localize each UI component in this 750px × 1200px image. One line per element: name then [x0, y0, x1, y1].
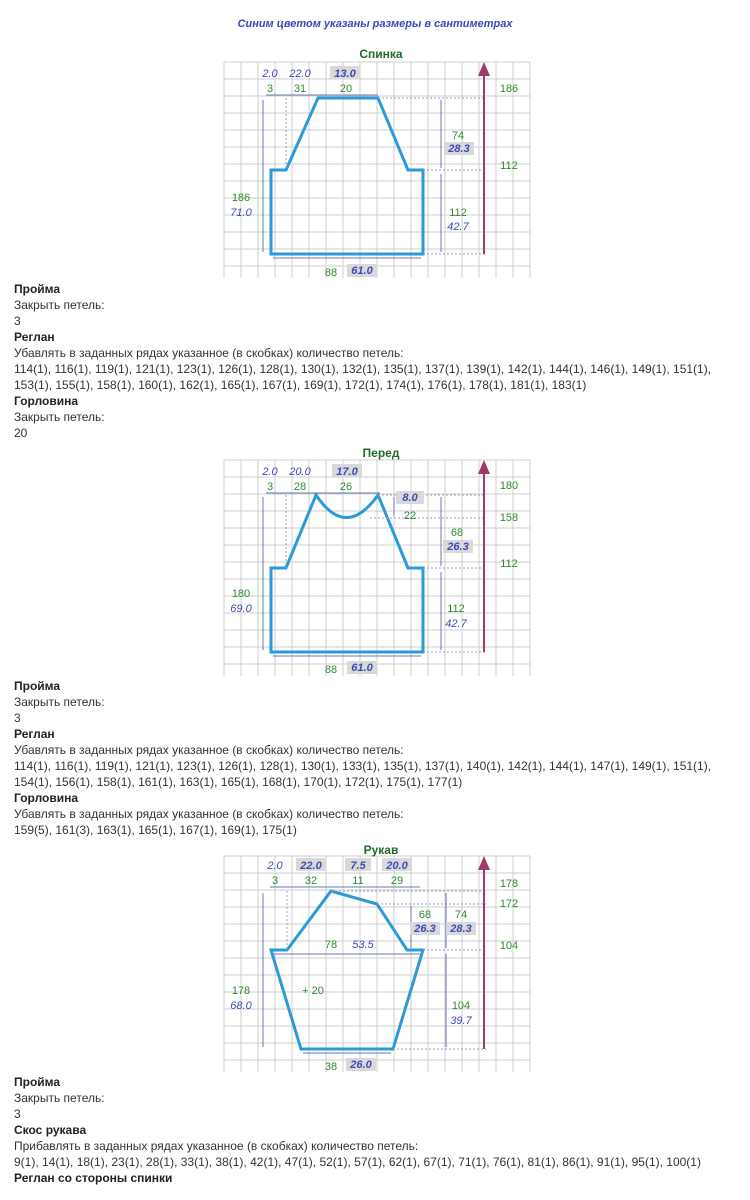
- back-bottom-cm: 61.0: [351, 265, 373, 277]
- back-outline: [271, 98, 423, 254]
- back-top-cm-1: 2.0: [262, 68, 278, 80]
- sleeve-top-st-4: 29: [390, 875, 404, 887]
- front-diagram: [0, 440, 750, 680]
- front-top-st-3: 26: [339, 481, 353, 493]
- back-sec-3-line-2: 20: [14, 426, 28, 440]
- sleeve-sec-2-heading: Скос рукава: [14, 1123, 87, 1137]
- front-lower-cm: 42.7: [445, 618, 467, 630]
- sleeve-row-mid: 104: [499, 940, 519, 952]
- back-diagram: [0, 40, 750, 280]
- back-top-st-1: 3: [266, 83, 274, 95]
- sleeve-top-st-1: 3: [271, 875, 279, 887]
- front-outline: [271, 495, 423, 652]
- front-sec-1-heading: Пройма: [14, 679, 61, 693]
- sleeve-title: Рукав: [363, 843, 399, 857]
- back-top-cm-2: 22.0: [289, 68, 311, 80]
- back-instructions: [14, 281, 736, 441]
- sleeve-sec-1-line-2: 3: [14, 1107, 21, 1121]
- back-row-mid: 112: [500, 160, 518, 172]
- front-bottom-cm: 61.0: [351, 662, 373, 674]
- front-top-st-1: 3: [266, 481, 274, 493]
- front-sec-2-line-2: 114(1), 116(1), 119(1), 121(1), 123(1), 126(1), 128(1), 130(1), 133(1), 135(1), 137(1), 140(1), 142(1), 144(1), 147(1), 149(1), 151(1), 154(1), 156(1), 158(1), 161(1), 163(1), 165(1), 168(1), 170(1), 172(1), 175(1), 177(1): [14, 759, 712, 789]
- front-neck-st: 22: [403, 510, 417, 522]
- back-left-st: 186: [231, 192, 251, 204]
- back-sec-1-line-1: Закрыть петель:: [14, 298, 105, 312]
- sleeve-mid-cm: 53.5: [352, 939, 374, 951]
- front-sec-3-heading: Горловина: [14, 791, 79, 805]
- front-left-cm: 69.0: [230, 603, 252, 615]
- back-title: Спинка: [359, 47, 403, 61]
- sleeve-diagram: [0, 836, 750, 1076]
- front-sec-2-line-1: Убавлять в заданных рядах указанное (в скобках) количество петель:: [14, 743, 404, 757]
- front-top-cm-1: 2.0: [262, 466, 278, 478]
- front-top-st-2: 28: [293, 481, 307, 493]
- sleeve-cap-left-st: 68: [418, 909, 432, 921]
- sleeve-sec-2-line-2: 9(1), 14(1), 18(1), 23(1), 28(1), 33(1), 38(1), 42(1), 47(1), 52(1), 57(1), 62(1), 67(1), 71(1), 76(1), 81(1), 86(1), 91(1), 95(1), 100(1): [14, 1155, 701, 1169]
- sleeve-sec-1-heading: Пройма: [14, 1075, 61, 1089]
- sleeve-top-cm-3: 7.5: [350, 860, 366, 872]
- back-top-st-2: 31: [293, 83, 307, 95]
- sleeve-top-cm-2: 22.0: [300, 860, 322, 872]
- front-row-mid: 112: [500, 558, 518, 570]
- sleeve-sec-3-heading: Реглан со стороны спинки: [14, 1171, 173, 1185]
- sleeve-mid-st: 78: [324, 939, 338, 951]
- front-armhole-cm: 26.3: [447, 541, 469, 553]
- sleeve-instructions: [14, 1074, 736, 1186]
- sleeve-cap-right-cm: 28.3: [450, 923, 472, 935]
- front-left-st: 180: [231, 588, 251, 600]
- sleeve-row-top: 178: [499, 878, 519, 890]
- back-armhole-st: 74: [451, 130, 465, 142]
- front-row-arrow-head: [478, 460, 490, 474]
- front-sec-3-line-1: Убавлять в заданных рядах указанное (в скобках) количество петель:: [14, 807, 404, 821]
- front-lower-st: 112: [447, 603, 465, 615]
- front-neck-cm: 8.0: [402, 492, 418, 504]
- sleeve-top-cm-1: 2.0: [267, 860, 283, 872]
- back-sec-2-line-2: 114(1), 116(1), 119(1), 121(1), 123(1), 126(1), 128(1), 130(1), 132(1), 135(1), 137(1), 139(1), 142(1), 144(1), 146(1), 149(1), 151(1), 153(1), 155(1), 158(1), 160(1), 162(1), 165(1), 167(1), 169(1), 172(1), 174(1), 176(1), 178(1), 181(1), 183(1): [14, 362, 712, 392]
- sleeve-top-st-2: 32: [304, 875, 318, 887]
- sleeve-top-cm-4: 20.0: [386, 860, 408, 872]
- front-bottom-st: 88: [324, 664, 338, 676]
- sleeve-left-cm: 68.0: [230, 1000, 252, 1012]
- back-lower-cm: 42.7: [447, 221, 469, 233]
- front-row-top: 180: [499, 480, 519, 492]
- back-row-top: 186: [499, 83, 519, 95]
- front-instructions: [14, 678, 736, 838]
- sleeve-bottom-st: 38: [324, 1061, 338, 1073]
- units-note: Синим цветом указаны размеры в сантиметрах: [237, 18, 513, 30]
- front-armhole-st: 68: [450, 527, 464, 539]
- back-top-st-3: 20: [339, 83, 353, 95]
- sleeve-row-arrow-head: [478, 856, 490, 870]
- back-sec-1-line-2: 3: [14, 314, 21, 328]
- sleeve-cap-left-cm: 26.3: [414, 923, 436, 935]
- sleeve-increase: + 20: [302, 985, 324, 997]
- sleeve-row-cap: 172: [499, 898, 519, 910]
- back-sec-3-line-1: Закрыть петель:: [14, 410, 105, 424]
- sleeve-sec-2-line-1: Прибавлять в заданных рядах указанное (в скобках) количество петель:: [14, 1139, 419, 1153]
- back-row-arrow-head: [478, 62, 490, 76]
- back-sec-2-line-1: Убавлять в заданных рядах указанное (в скобках) количество петель:: [14, 346, 404, 360]
- back-sec-3-heading: Горловина: [14, 394, 79, 408]
- front-sec-2-heading: Реглан: [14, 727, 55, 741]
- back-sec-2-heading: Реглан: [14, 330, 55, 344]
- front-sec-3-line-2: 159(5), 161(3), 163(1), 165(1), 167(1), 169(1), 175(1): [14, 823, 297, 837]
- front-row-neck: 158: [499, 512, 519, 524]
- sleeve-top-st-3: 11: [352, 875, 364, 887]
- sleeve-sec-1-line-1: Закрыть петель:: [14, 1091, 105, 1105]
- back-top-cm-3: 13.0: [334, 68, 356, 80]
- front-top-cm-3: 17.0: [336, 466, 358, 478]
- sleeve-cap-right-st: 74: [454, 909, 468, 921]
- sleeve-lower-cm: 39.7: [450, 1015, 472, 1027]
- sleeve-bottom-cm: 26.0: [350, 1059, 372, 1071]
- sleeve-lower-st: 104: [451, 1000, 471, 1012]
- back-lower-st: 112: [449, 207, 467, 219]
- front-title: Перед: [362, 446, 400, 460]
- front-sec-1-line-1: Закрыть петель:: [14, 695, 105, 709]
- back-sec-1-heading: Пройма: [14, 282, 61, 296]
- back-armhole-cm: 28.3: [448, 143, 470, 155]
- back-left-cm: 71.0: [230, 207, 252, 219]
- sleeve-outline: [271, 891, 423, 1049]
- front-sec-1-line-2: 3: [14, 711, 21, 725]
- front-top-cm-2: 20.0: [289, 466, 311, 478]
- sleeve-left-st: 178: [231, 985, 251, 997]
- back-bottom-st: 88: [324, 267, 338, 279]
